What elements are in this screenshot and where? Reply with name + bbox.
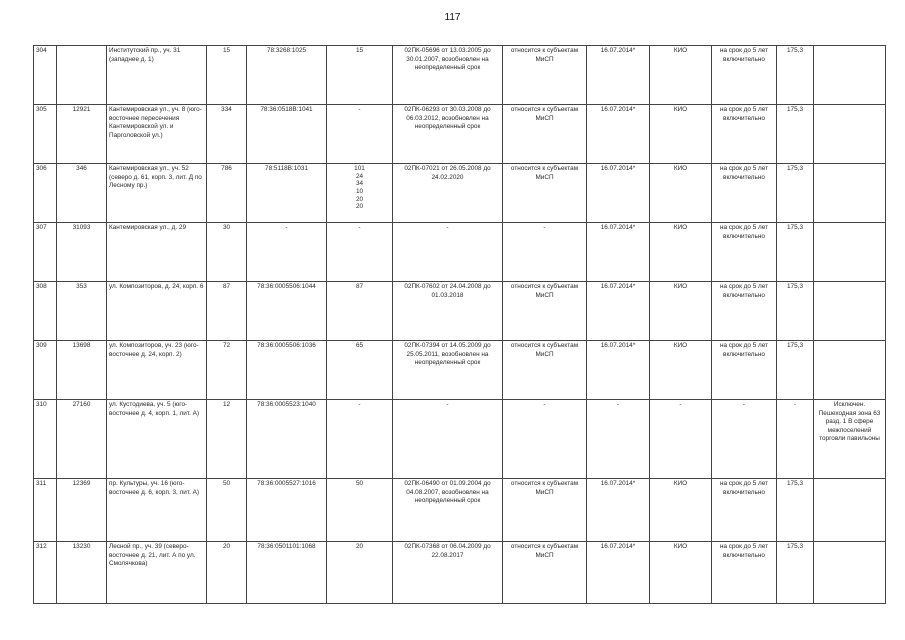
row-date: 16.07.2014* — [587, 341, 650, 400]
row-date: - — [587, 400, 650, 479]
area-part: 87 — [355, 283, 364, 290]
area-part: 15 — [355, 47, 364, 54]
area-part: - — [358, 106, 361, 113]
table-row — [34, 341, 886, 400]
row-org: КИО — [650, 105, 712, 164]
row-address: Кантемировская ул., уч. 52 (северо д. 61, корп. 3, лит. Д по Лесному пр.) — [107, 164, 207, 223]
row-category: относится к субъектам МиСП — [503, 479, 587, 542]
row-date: 16.07.2014* — [587, 46, 650, 105]
row-category: относится к субъектам МиСП — [503, 105, 587, 164]
row-category: относится к субъектам МиСП — [503, 542, 587, 604]
row-number: 306 — [34, 164, 57, 223]
row-area-parts — [327, 282, 393, 341]
row-contract: 02ПК-06293 от 30.03.2008 до 06.03.2012, возобновлен на неопределенный срок — [393, 105, 503, 164]
row-price: 175,3 — [777, 341, 814, 400]
row-contract: 02ПК-07602 от 24.04.2008 до 01.03.2018 — [393, 282, 503, 341]
row-area-parts — [327, 400, 393, 479]
row-price: 175,3 — [777, 164, 814, 223]
row-code — [57, 46, 107, 105]
row-area: 30 — [207, 223, 247, 282]
row-date: 16.07.2014* — [587, 282, 650, 341]
row-area-parts — [327, 223, 393, 282]
row-area-parts — [327, 341, 393, 400]
table-row — [34, 400, 886, 479]
row-area-parts — [327, 46, 393, 105]
row-contract: - — [393, 223, 503, 282]
row-number: 307 — [34, 223, 57, 282]
row-category: относится к субъектам МиСП — [503, 46, 587, 105]
area-part: - — [358, 224, 361, 231]
row-org: КИО — [650, 341, 712, 400]
table-row — [34, 282, 886, 341]
row-code: 346 — [57, 164, 107, 223]
row-cadastral: 78:36:0005506:1044 — [247, 282, 327, 341]
row-contract: 02ПК-07368 от 06.04.2009 до 22.08.2017 — [393, 542, 503, 604]
row-term: на срок до 5 лет включительно — [712, 282, 777, 341]
row-area-parts — [327, 164, 393, 223]
row-address: ул. Композиторов, уч. 23 (юго-восточнее д. 24, корп. 2) — [107, 341, 207, 400]
row-price: 175,3 — [777, 479, 814, 542]
row-category: относится к субъектам МиСП — [503, 164, 587, 223]
row-code: 12921 — [57, 105, 107, 164]
row-number: 304 — [34, 46, 57, 105]
row-org: КИО — [650, 542, 712, 604]
row-cadastral: 78:3268:1025 — [247, 46, 327, 105]
row-contract: 02ПК-07394 от 14.05.2009 до 25.05.2011, возобновлен на неопределенный срок — [393, 341, 503, 400]
row-area: 72 — [207, 341, 247, 400]
row-term: на срок до 5 лет включительно — [712, 46, 777, 105]
area-part: 20 — [355, 195, 364, 203]
area-part: 65 — [355, 342, 364, 349]
row-area: 15 — [207, 46, 247, 105]
area-part: 20 — [355, 203, 364, 211]
row-org: КИО — [650, 282, 712, 341]
registry-body — [34, 46, 886, 604]
row-category: относится к субъектам МиСП — [503, 282, 587, 341]
row-cadastral: 78:5118В:1031 — [247, 164, 327, 223]
row-category: - — [503, 400, 587, 479]
row-area-parts — [327, 542, 393, 604]
area-part: 34 — [355, 180, 364, 188]
row-area: 87 — [207, 282, 247, 341]
area-part: 10 — [355, 188, 364, 196]
row-note — [814, 542, 886, 604]
row-code: 31093 — [57, 223, 107, 282]
row-number: 305 — [34, 105, 57, 164]
row-term: - — [712, 400, 777, 479]
row-code: 27160 — [57, 400, 107, 479]
table-row — [34, 164, 886, 223]
row-date: 16.07.2014* — [587, 479, 650, 542]
row-number: 310 — [34, 400, 57, 479]
area-part: 50 — [355, 480, 364, 487]
row-date: 16.07.2014* — [587, 164, 650, 223]
row-cadastral: 78:36:0005527:1016 — [247, 479, 327, 542]
row-area: 20 — [207, 542, 247, 604]
row-cadastral: - — [247, 223, 327, 282]
row-area-parts — [327, 105, 393, 164]
row-cadastral: 78:36:0518В:1041 — [247, 105, 327, 164]
row-price: 175,3 — [777, 46, 814, 105]
row-number: 312 — [34, 542, 57, 604]
table-row — [34, 479, 886, 542]
row-contract: 02ПК-07021 от 26.05.2008 до 24.02.2020 — [393, 164, 503, 223]
row-price: 175,3 — [777, 105, 814, 164]
row-code: 12369 — [57, 479, 107, 542]
row-address: Институтский пр., уч. 31 (западнее д. 1) — [107, 46, 207, 105]
row-price: - — [777, 400, 814, 479]
row-cadastral: 78:36:0005506:1036 — [247, 341, 327, 400]
row-note — [814, 223, 886, 282]
row-note — [814, 479, 886, 542]
row-contract: - — [393, 400, 503, 479]
row-term: на срок до 5 лет включительно — [712, 164, 777, 223]
table-row — [34, 223, 886, 282]
row-term: на срок до 5 лет включительно — [712, 479, 777, 542]
row-note — [814, 164, 886, 223]
row-note: Исключен. Пешеходная зона 63 разд. 1 В сфере межпоселений торговли павильоны — [814, 400, 886, 479]
area-part: 101 — [354, 165, 365, 172]
row-org: КИО — [650, 46, 712, 105]
row-term: на срок до 5 лет включительно — [712, 223, 777, 282]
row-area-parts — [327, 479, 393, 542]
row-area: 50 — [207, 479, 247, 542]
row-cadastral: 78:36:0501101:1068 — [247, 542, 327, 604]
row-note — [814, 105, 886, 164]
area-part: - — [358, 401, 361, 408]
row-number: 309 — [34, 341, 57, 400]
row-term: на срок до 5 лет включительно — [712, 341, 777, 400]
row-address: пр. Культуры, уч. 16 (юго-восточнее д. 6, корп. 3, лит. А) — [107, 479, 207, 542]
row-note — [814, 46, 886, 105]
row-area: 12 — [207, 400, 247, 479]
row-contract: 02ПК-05696 от 13.03.2005 до 30.01.2007, возобновлен на неопределенный срок — [393, 46, 503, 105]
row-address: ул. Кустодиева, уч. 5 (юго-восточнее д. 4, корп. 1, лит. А) — [107, 400, 207, 479]
row-address: Лесной пр., уч. 39 (северо-восточнее д. 21, лит. А по ул. Смолячкова) — [107, 542, 207, 604]
registry-table — [33, 45, 886, 604]
row-org: КИО — [650, 223, 712, 282]
row-cadastral: 78:36:0005523:1040 — [247, 400, 327, 479]
row-org: - — [650, 400, 712, 479]
row-area: 786 — [207, 164, 247, 223]
row-area: 334 — [207, 105, 247, 164]
row-address: ул. Композиторов, д. 24, корп. 6 — [107, 282, 207, 341]
table-row — [34, 542, 886, 604]
row-code: 13230 — [57, 542, 107, 604]
area-part: 20 — [355, 543, 364, 550]
row-contract: 02ПК-06490 от 01.09.2004 до 04.08.2007, возобновлен на неопределенный срок — [393, 479, 503, 542]
row-date: 16.07.2014* — [587, 105, 650, 164]
row-price: 175,3 — [777, 542, 814, 604]
row-date: 16.07.2014* — [587, 542, 650, 604]
page-number: 117 — [444, 12, 461, 23]
row-category: относится к субъектам МиСП — [503, 341, 587, 400]
row-number: 308 — [34, 282, 57, 341]
row-note — [814, 282, 886, 341]
row-number: 311 — [34, 479, 57, 542]
row-address: Кантемировская ул., д. 29 — [107, 223, 207, 282]
table-row — [34, 105, 886, 164]
row-category: - — [503, 223, 587, 282]
row-address: Кантемировская ул., уч. 8 (юго-восточнее пересечения Кантемировской ул. и Парголовской ул.) — [107, 105, 207, 164]
row-code: 13698 — [57, 341, 107, 400]
row-org: КИО — [650, 479, 712, 542]
row-price: 175,3 — [777, 223, 814, 282]
row-code: 353 — [57, 282, 107, 341]
row-date: 16.07.2014* — [587, 223, 650, 282]
table-row — [34, 46, 886, 105]
row-org: КИО — [650, 164, 712, 223]
row-price: 175,3 — [777, 282, 814, 341]
row-term: на срок до 5 лет включительно — [712, 105, 777, 164]
row-note — [814, 341, 886, 400]
area-part: 24 — [355, 172, 364, 180]
row-term: на срок до 5 лет включительно — [712, 542, 777, 604]
